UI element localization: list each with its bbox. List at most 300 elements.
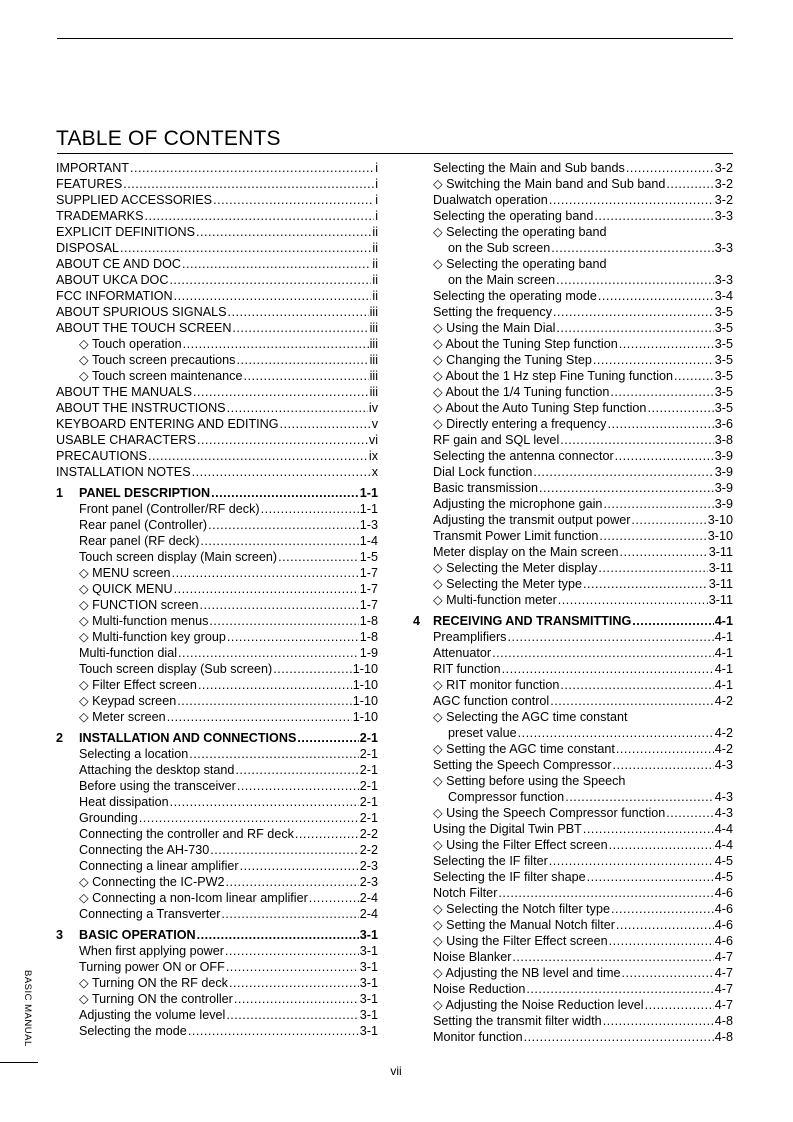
toc-page-number: vi [368,433,378,447]
toc-dot-leader [498,885,713,901]
toc-dot-leader [226,1007,358,1023]
toc-entry-title: Noise Blanker [433,950,512,964]
toc-dot-leader [234,991,359,1007]
toc-entry[interactable] [413,336,733,352]
toc-dot-leader [197,927,359,943]
toc-entry-title: Connecting the AH-730 [79,843,210,857]
toc-entry[interactable] [56,272,378,288]
toc-dot-leader [594,208,713,224]
toc-page-number: 3-5 [714,353,733,367]
toc-page-number: 3-1 [359,992,378,1006]
toc-dot-leader [193,384,369,400]
toc-entry[interactable] [413,677,733,693]
toc-entry[interactable] [413,384,733,400]
toc-dot-leader [297,730,358,746]
toc-dot-leader [556,320,713,336]
toc-dot-leader [130,160,374,176]
toc-entry[interactable] [413,496,733,512]
toc-entry[interactable] [56,975,378,991]
toc-dot-leader [558,592,708,608]
toc-page-number: 4-6 [714,902,733,916]
toc-entry-title: Transmit Power Limit function [433,529,599,543]
toc-entry-title: Touch screen display (Sub screen) [79,662,273,676]
toc-entry-title: Rear panel (Controller) [79,518,208,532]
toc-page-number: ii [372,241,378,255]
toc-entry[interactable] [413,480,733,496]
toc-entry[interactable] [56,629,378,645]
toc-entry-title: ◇ Setting the AGC time constant [433,742,615,756]
toc-entry[interactable] [56,581,378,597]
toc-entry-title: RIT function [433,662,501,676]
toc-entry-title: preset value [448,726,517,740]
toc-entry-title: Attenuator [433,646,492,660]
toc-dot-leader [167,709,352,725]
toc-page-number: 3-5 [714,369,733,383]
toc-dot-leader [148,448,368,464]
toc-page-number: 3-10 [707,513,733,527]
toc-page-number: iii [369,321,378,335]
toc-entry[interactable] [413,240,733,256]
toc-entry-title: Connecting a linear amplifier [79,859,239,873]
toc-entry[interactable] [413,933,733,949]
toc-page-number: 4-4 [714,822,733,836]
toc-page-number: 1-9 [359,646,378,660]
toc-entry[interactable] [56,533,378,549]
toc-entry-title: Notch Filter [433,886,498,900]
toc-entry[interactable] [56,448,378,464]
toc-entry-title: Meter display on the Main screen [433,545,619,559]
toc-page-number: 4-2 [714,726,733,740]
toc-entry[interactable] [56,464,378,480]
toc-page-number: 3-5 [714,385,733,399]
toc-entry[interactable] [56,991,378,1007]
toc-page-number: 3-5 [714,321,733,335]
toc-entry[interactable] [56,693,378,709]
toc-entry-title: INSTALLATION AND CONNECTIONS [79,731,297,745]
toc-dot-leader [613,757,714,773]
toc-dot-leader [123,176,374,192]
toc-entry[interactable] [413,528,733,544]
toc-entry-title: ◇ Keypad screen [79,694,177,708]
toc-entry[interactable] [56,874,378,890]
toc-entry-title: Selecting the IF filter shape [433,870,586,884]
toc-page-number: 4-5 [714,870,733,884]
toc-page-number: 1-1 [359,502,378,516]
toc-dot-leader [512,949,713,965]
toc-entry[interactable] [56,320,378,336]
toc-page-number: 2-2 [359,843,378,857]
toc-dot-leader [209,613,358,629]
toc-page-number: 3-9 [714,497,733,511]
toc-entry[interactable] [56,432,378,448]
toc-entry-title: ◇ FUNCTION screen [79,598,199,612]
toc-entry[interactable] [56,352,378,368]
toc-page-number: 3-11 [708,561,733,575]
toc-entry[interactable] [413,901,733,917]
toc-page-number: ii [372,257,378,271]
toc-entry[interactable] [56,613,378,629]
toc-entry-title: EXPLICIT DEFINITIONS [56,225,196,239]
toc-entry[interactable] [413,576,733,592]
toc-dot-leader [309,890,359,906]
toc-dot-leader [198,677,352,693]
toc-entry[interactable] [413,448,733,464]
toc-entry[interactable] [56,208,378,224]
toc-dot-leader [226,959,359,975]
toc-dot-leader [210,842,359,858]
toc-page-number: ii [372,273,378,287]
toc-entry[interactable] [413,192,733,208]
toc-page-number: 4-7 [714,950,733,964]
toc-entry-title: ◇ Changing the Tuning Step [433,353,592,367]
toc-entry-title: Before using the transceiver [79,779,236,793]
toc-entry-title: RF gain and SQL level [433,433,560,447]
toc-section-number: 3 [56,928,64,942]
toc-page-number: 2-1 [359,747,378,761]
toc-dot-leader [507,629,713,645]
toc-page-number: i [375,177,378,191]
toc-section-heading[interactable] [56,927,378,943]
toc-page-number: 4-1 [714,614,733,628]
toc-entry[interactable] [56,778,378,794]
toc-entry[interactable] [56,501,378,517]
toc-dot-leader [549,853,714,869]
toc-page-number: 3-10 [707,529,733,543]
toc-entry[interactable] [413,629,733,645]
toc-entry-title: Setting the transmit filter width [433,1014,602,1028]
toc-entry[interactable] [413,837,733,853]
toc-entry[interactable] [413,1029,733,1045]
toc-dot-leader [502,661,714,677]
toc-page-number: 1-10 [352,694,378,708]
toc-page-number: 4-6 [714,918,733,932]
toc-entry[interactable] [413,512,733,528]
toc-page-number: 3-1 [359,1008,378,1022]
toc-entry[interactable] [56,368,378,384]
toc-page-number: 3-1 [359,960,378,974]
toc-dot-leader [674,368,714,384]
toc-entry-title: Setting the Speech Compressor [433,758,612,772]
toc-entry[interactable] [413,208,733,224]
toc-page-number: i [375,193,378,207]
toc-page-number: 1-7 [359,582,378,596]
toc-entry-title: ◇ Multi-function meter [433,593,557,607]
toc-entry-title: Basic transmission [433,481,538,495]
toc-entry[interactable] [413,304,733,320]
toc-entry[interactable] [413,661,733,677]
toc-entry[interactable] [413,725,733,741]
toc-page-number: 4-3 [714,790,733,804]
toc-dot-leader [261,501,359,517]
toc-entry[interactable] [56,517,378,533]
toc-dot-leader [587,869,714,885]
toc-entry[interactable] [56,826,378,842]
toc-entry[interactable] [413,560,733,576]
toc-entry[interactable] [56,746,378,762]
toc-entry[interactable] [413,352,733,368]
toc-entry[interactable] [413,160,733,176]
toc-dot-leader [553,304,714,320]
toc-entry[interactable] [56,192,378,208]
toc-entry-title: Compressor function [448,790,565,804]
toc-dot-leader [200,533,358,549]
toc-entry[interactable] [413,464,733,480]
toc-page-number: 3-2 [714,177,733,191]
toc-entry[interactable] [413,869,733,885]
toc-entry-title: ABOUT UKCA DOC [56,273,169,287]
toc-entry[interactable] [413,757,733,773]
toc-entry[interactable] [56,256,378,272]
toc-list-right [413,160,733,1045]
toc-entry-title: Attaching the desktop stand [79,763,235,777]
toc-section-heading[interactable] [413,613,733,629]
toc-entry-title: Using the Digital Twin PBT [433,822,582,836]
toc-page-number: 1-1 [359,486,378,500]
toc-entry-title: BASIC OPERATION [79,928,196,942]
toc-entry-title: FCC INFORMATION [56,289,173,303]
toc-entry[interactable] [413,256,733,272]
toc-dot-leader [211,485,359,501]
toc-entry-title: ◇ Touch screen precautions [79,353,236,367]
toc-page-number: 3-2 [714,161,733,175]
toc-dot-leader [603,496,713,512]
toc-entry[interactable] [413,224,733,240]
toc-entry-title: ◇ Turning ON the controller [79,992,233,1006]
toc-dot-leader [172,565,359,581]
toc-dot-leader [622,965,714,981]
toc-entry-title: ◇ RIT monitor function [433,678,560,692]
toc-dot-leader [237,778,359,794]
toc-entry-title: Selecting a location [79,747,189,761]
toc-page-number: 4-1 [714,678,733,692]
toc-dot-leader [626,160,714,176]
toc-entry[interactable] [413,949,733,965]
toc-dot-leader [177,693,352,709]
toc-entry-title: Selecting the Main and Sub bands [433,161,625,175]
toc-dot-leader [619,336,714,352]
toc-page-number: 3-5 [714,401,733,415]
toc-entry-title: Dial Lock function [433,465,533,479]
toc-dot-leader [225,943,359,959]
toc-column-right [413,160,733,1045]
toc-entry[interactable] [413,320,733,336]
toc-entry[interactable] [56,858,378,874]
toc-entry-title: Grounding [79,811,138,825]
toc-entry-title: Adjusting the volume level [79,1008,226,1022]
toc-dot-leader [598,288,714,304]
toc-dot-leader [227,629,359,645]
toc-entry-title: ◇ Adjusting the NB level and time [433,966,621,980]
toc-dot-leader [616,741,714,757]
toc-entry-title: ◇ Meter screen [79,710,166,724]
side-label-text: BASIC MANUAL [22,970,33,1047]
toc-dot-leader [615,448,714,464]
toc-dot-leader [278,549,359,565]
toc-entry[interactable] [56,1007,378,1023]
toc-entry[interactable] [56,943,378,959]
toc-page-number: 3-9 [714,449,733,463]
toc-page-number: x [371,465,378,479]
toc-entry-title: When first applying power [79,944,224,958]
toc-entry[interactable] [413,272,733,288]
side-rule [0,1062,38,1063]
toc-entry[interactable] [56,1023,378,1039]
toc-page-number: 1-7 [359,598,378,612]
toc-entry[interactable] [56,160,378,176]
toc-section-number: 2 [56,731,64,745]
toc-dot-leader [229,975,359,991]
toc-entry[interactable] [413,288,733,304]
toc-entry[interactable] [56,549,378,565]
toc-entry-title: ◇ Multi-function key group [79,630,226,644]
toc-entry-title: ◇ Switching the Main band and Sub band [433,177,666,191]
toc-dot-leader [560,677,713,693]
toc-entry-title: ◇ Multi-function menus [79,614,209,628]
toc-entry-title: ◇ Setting before using the Speech [433,774,626,788]
toc-dot-leader [611,901,714,917]
toc-page-number: 3-3 [714,273,733,287]
toc-dot-leader [174,581,359,597]
toc-entry-title: Preamplifiers [433,630,507,644]
toc-entry[interactable] [413,821,733,837]
toc-entry[interactable] [56,842,378,858]
toc-entry[interactable] [56,959,378,975]
toc-dot-leader [227,400,368,416]
toc-entry-title: ◇ Connecting the IC-PW2 [79,875,225,889]
toc-entry[interactable] [413,885,733,901]
toc-section-heading[interactable] [56,485,378,501]
toc-entry[interactable] [56,661,378,677]
toc-entry[interactable] [56,240,378,256]
toc-entry[interactable] [413,741,733,757]
toc-entry[interactable] [56,810,378,826]
toc-entry-title: ◇ Selecting the Notch filter type [433,902,610,916]
toc-entry[interactable] [56,677,378,693]
toc-entry[interactable] [413,853,733,869]
toc-dot-leader [235,762,358,778]
toc-entry-title: ◇ Adjusting the Noise Reduction level [433,998,644,1012]
toc-entry[interactable] [413,965,733,981]
toc-entry[interactable] [413,544,733,560]
toc-entry-title: Multi-function dial [79,646,177,660]
toc-entry[interactable] [56,890,378,906]
toc-entry[interactable] [56,416,378,432]
toc-page-number: 2-1 [359,731,378,745]
toc-entry-title: FEATURES [56,177,123,191]
toc-entry[interactable] [413,773,733,789]
toc-entry[interactable] [56,762,378,778]
toc-page-number: 4-5 [714,854,733,868]
top-rule [57,38,733,39]
toc-entry[interactable] [413,693,733,709]
toc-dot-leader [197,432,368,448]
toc-entry-title: ◇ About the 1 Hz step Fine Tuning function [433,369,674,383]
toc-entry[interactable] [413,1013,733,1029]
toc-entry[interactable] [413,416,733,432]
toc-entry[interactable] [56,565,378,581]
toc-section-heading[interactable] [56,730,378,746]
toc-dot-leader [174,288,372,304]
toc-page-number: 4-8 [714,1030,733,1044]
page-number: vii [390,1064,402,1078]
toc-entry[interactable] [56,645,378,661]
toc-entry[interactable] [413,432,733,448]
toc-entry-title: ◇ Selecting the AGC time constant [433,710,628,724]
toc-entry[interactable] [56,336,378,352]
toc-page-number: 3-5 [714,305,733,319]
toc-entry-title: ◇ About the 1/4 Tuning function [433,385,610,399]
toc-entry[interactable] [56,597,378,613]
toc-entry[interactable] [413,368,733,384]
toc-page-number: iii [369,337,378,351]
toc-entry[interactable] [413,592,733,608]
toc-entry[interactable] [413,400,733,416]
toc-entry[interactable] [413,981,733,997]
toc-dot-leader [518,725,714,741]
toc-page-number: 1-4 [359,534,378,548]
toc-entry-title: Rear panel (RF deck) [79,534,200,548]
toc-entry[interactable] [56,400,378,416]
toc-entry[interactable] [56,288,378,304]
toc-dot-leader [273,661,352,677]
toc-entry-title: Adjusting the microphone gain [433,497,603,511]
toc-page-number: 4-1 [714,646,733,660]
toc-entry-title: USABLE CHARACTERS [56,433,196,447]
toc-entry-title: ◇ Using the Main Dial [433,321,556,335]
toc-entry[interactable] [56,794,378,810]
toc-entry-title: ABOUT CE AND DOC [56,257,182,271]
toc-entry-title: Selecting the operating mode [433,289,597,303]
toc-entry[interactable] [413,789,733,805]
toc-entry-title: Setting the frequency [433,305,553,319]
toc-dot-leader [610,384,713,400]
toc-entry[interactable] [56,224,378,240]
toc-entry[interactable] [413,917,733,933]
toc-dot-leader [632,613,714,629]
toc-entry[interactable] [413,176,733,192]
toc-entry[interactable] [56,384,378,400]
toc-page-number: 4-4 [714,838,733,852]
toc-dot-leader [232,320,368,336]
toc-column-left [56,160,378,1039]
toc-entry-title: Monitor function [433,1030,523,1044]
toc-entry-title: Connecting the controller and RF deck [79,827,294,841]
toc-dot-leader [609,837,714,853]
toc-page-number: 1-10 [352,678,378,692]
toc-dot-leader [607,416,713,432]
toc-entry[interactable] [56,176,378,192]
toc-page-number: 4-7 [714,998,733,1012]
toc-page-number: 3-6 [714,417,733,431]
toc-dot-leader [170,794,359,810]
toc-entry[interactable] [56,709,378,725]
toc-entry[interactable] [56,906,378,922]
toc-page-number: 3-4 [714,289,733,303]
toc-dot-leader [551,240,714,256]
toc-entry-title: SUPPLIED ACCESSORIES [56,193,213,207]
toc-dot-leader [583,576,708,592]
toc-dot-leader [178,645,359,661]
toc-entry[interactable] [413,709,733,725]
toc-entry[interactable] [413,805,733,821]
toc-page-number: v [371,417,378,431]
toc-entry-title: ◇ Touch screen maintenance [79,369,243,383]
toc-page-number: 2-2 [359,827,378,841]
toc-entry[interactable] [56,304,378,320]
toc-dot-leader [526,981,713,997]
toc-entry[interactable] [413,645,733,661]
toc-entry[interactable] [413,997,733,1013]
